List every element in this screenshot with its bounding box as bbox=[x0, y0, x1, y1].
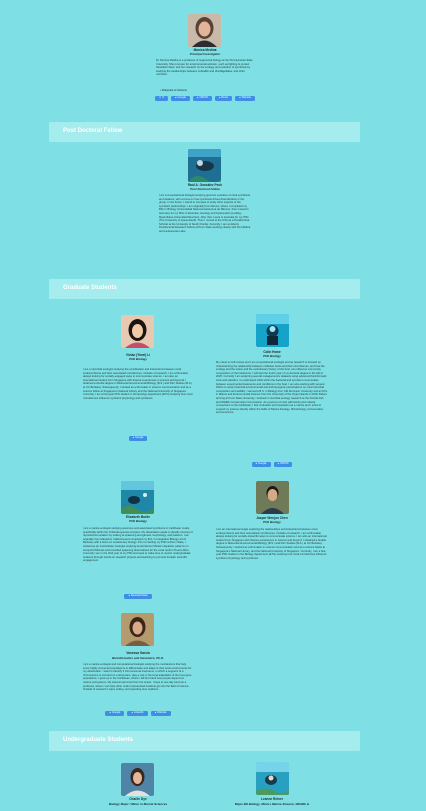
grad-title-colin: PhD Biology bbox=[263, 354, 281, 358]
grad-title-vivian: PhD Biology bbox=[129, 357, 147, 361]
undergrad-title-leanne: Major BS Biology, Minors Marine Science, Wildlife & bbox=[234, 802, 310, 806]
colin-diver-image bbox=[256, 314, 289, 347]
pi-bio: Dr. Monica Medina is a professor of organismal biology at the Pennsylvania State University. She is known for environmental activism, such as fighting to protect Vanadium Reef, and her research on the ecology and evolution of symbiosis by studying the relationships between zebrafish and dinoflagellates, and other microbes. bbox=[156, 59, 253, 77]
grad-title-vanessa: Bioinformatics and Genomics, Ph.D. bbox=[112, 656, 164, 660]
section-header-undergraduate bbox=[49, 731, 360, 751]
grad-bio-elizabeth: I am a marine ecologist studying anemone and associated symbionts in Caribbean corals, specifically within the Orbicella species complex. My dissertation seeks to identify sources of reproductive isolation by looking at spawning and gamete morphology, and patterns. I am originally from Maryland, California and completed my B.A. in Integrative Biology at UC Berkeley with a focus on evolutionary biology. Prior to starting my PhD at Penn State, I worked as an invertebrate zoologist studying Aerial Sensor Mission depletion patterns on Acroporid Micrass and recorded spawning observations for the coral reefs in Puerto Rico. Currently I am in the third year of my PhD and seek to make time to mentor undergraduate students through hands-on research projects and teaching to promote broader scientific engagement. bbox=[83, 527, 193, 563]
vanessa-portrait-image bbox=[121, 613, 154, 646]
section-title-postdoc: Post Doctoral Fellow bbox=[63, 128, 123, 134]
grad-bio-vanessa: I am a marine ecologist and computational biologist studying the mechanisms that help some highly connected populations to differentiate and adapt to their local environments for my dissertation. I want to identify if chromosomal inversions, in which a segment of a chromosome is inverted on a dimension, play a role in the local adaptation of the host gene populations. I grew up in the Caribbean, where I felt first hand how people depend on marine ecosystems. My interest stemmed from the ocean. I hope to one day become a professor, where I can help other under-represented students get into the field of science. Outside of research I enjoy writing, and spending time outdoors. bbox=[83, 663, 192, 692]
grad-title-elizabeth: PhD Biology bbox=[129, 519, 147, 523]
researchgate-icon: ● bbox=[128, 594, 130, 598]
google-icon: ● bbox=[174, 96, 177, 100]
grad-name-colin: Colin Howe bbox=[263, 350, 281, 354]
grad-links-elizabeth bbox=[88, 594, 188, 599]
grad-name-elizabeth: Elizabeth Bortle bbox=[125, 515, 151, 519]
researchgate-icon: ● bbox=[218, 96, 221, 100]
section-header-postdoc bbox=[49, 122, 360, 142]
grad-photo-colin bbox=[256, 314, 289, 347]
postdoc-bio: I am a computational biologist studying genomic evolution of coral symbionts and relatives, with a focus on how symbiosis drives diversification in the group. In the future, I intend to compare to study other aspects of the symbiotic partnerships. I am originally from Mexico, where I completed my BSc in Biology (Universidad Nacional Autónoma de México), then moved to Germany for my MSc in Evolution, Ecology and Systematics (Ludwig-Maximilians-Universität München). After that, I went to Australia for my PhD (The University of Queensland). Then I moved to the USA as a Postdoctoral Scholar at the University of South Florida. Currently, I am an Eberly Postdoctoral Research Fellow at Penn State working closely with the Medina and LaJeunesse Labs. bbox=[159, 194, 251, 233]
postdoc-diver-image bbox=[188, 149, 221, 182]
grad-name-jasper: Jasper Wenjun Chen bbox=[256, 516, 288, 520]
pi-photo bbox=[188, 14, 221, 47]
grad-photo-vanessa bbox=[121, 613, 154, 646]
section-title-graduate: Graduate Students bbox=[63, 285, 117, 291]
google-icon: ● bbox=[109, 711, 111, 715]
grad-photo-vivian bbox=[121, 315, 154, 348]
pi-bullet-text[interactable]: Wikipedia & Nobetrel bbox=[161, 89, 187, 92]
elizabeth-researchgate-button[interactable]: ● ResearchGate bbox=[124, 594, 151, 599]
vanessa-google-button[interactable]: ● Google bbox=[105, 711, 124, 716]
google-icon: ● bbox=[132, 436, 135, 440]
grad-bio-colin: My name is Colin Howe and I am computational ecologist and as research is focused on characterizing the relationship between cnidarian hosts and their microbiomes, and how the ecology and the stress and the evolutionary history of the host, can influence community composition of the holobionts. I will start the fourth year of my doctoral degree in the fall of 2025. Currently I am analyzing several metagenomics datasets using advanced bioinformatic tools and statistics, to understand shifts within the bacterial and symbiont communities between experimental treatments and conditions in the host. I am also working with several DNA's to study historical environmental and anthropogenic perturbations on coral microbial composition and stability. I earned a B.S. in Biology from Old Dominion University and an M.S. in Marine and Environmental Science from the University of the Virgin Islands in 2018. Before arriving at Penn State University, I worked in microbial ecology research at the Florida Fish and Wildlife Conservation Commission. As a person of color with family and cultural connections to the Caribbean, I find motivation and inspiration as a marine and I strive to expand my science identity within the fields of Marine Ecology, Microbiology, Conservation, and Genomics. bbox=[216, 361, 328, 415]
grad-bio-vivian: I am a microbial ecologist studying the coordination and interactions between coral endosymbionts and their associated microbiomes. Outside of research, I am a filmmaker always looking for socially-engaged ways to communicate science. I am also an international student from Singapore with diverse experiences in science and beyond. I obtained a double degree in Molecular Environmental Biology (B.S.) and Film Studies (B.A.) at UC Berkeley. Subsequently, I worked as a filmmaker in science communication and as a science fellow at Singapore's National Library and the National University of Singapore. Currently, I am a first-year PhD student in the Ecology department (ETG) studying how coral microbiomes influence symbiont physiology and symbiosis. bbox=[83, 368, 193, 400]
postdoc-title: Post Doctoral Fellow bbox=[190, 187, 220, 191]
colin-orcid-button[interactable]: ● ORCID bbox=[274, 462, 293, 467]
grad-photo-elizabeth bbox=[121, 481, 154, 514]
charlie-portrait-image bbox=[121, 763, 154, 796]
vanessa-linkedin-button[interactable]: ● LinkedIn bbox=[127, 711, 147, 716]
pi-orcid-button[interactable]: ● ORCID bbox=[193, 96, 212, 101]
grad-links-colin bbox=[222, 462, 322, 467]
pi-name: Monica Medina bbox=[193, 48, 217, 52]
pi-x-button[interactable]: ✕ X bbox=[155, 96, 168, 101]
pi-website-button[interactable]: ● Website bbox=[235, 96, 255, 101]
pi-title: Principal Investigator bbox=[189, 52, 221, 56]
bullet-dot-icon: • bbox=[160, 89, 162, 92]
vanessa-website-button[interactable]: ● Website bbox=[151, 711, 171, 716]
postdoc-name: Raúl A. González Pech bbox=[187, 183, 223, 187]
jasper-portrait-image bbox=[256, 481, 289, 514]
vivian-portrait-image bbox=[121, 315, 154, 348]
grad-name-vivian: Vivian (Yiwei) Li bbox=[125, 353, 151, 357]
vivian-google-button[interactable]: ● Google bbox=[129, 436, 148, 441]
pi-google-button[interactable]: ● Google bbox=[171, 96, 190, 101]
orcid-icon: ● bbox=[277, 462, 280, 466]
postdoc-photo bbox=[188, 149, 221, 182]
pi-researchgate-button[interactable]: ● ResG bbox=[215, 96, 232, 101]
google-icon: ● bbox=[255, 462, 258, 466]
undergrad-title-charlie: Biology Major / Minor in Marine Sciences bbox=[108, 802, 168, 806]
pi-bullet bbox=[160, 89, 187, 93]
pi-portrait-image bbox=[188, 14, 221, 47]
x-icon: ✕ bbox=[159, 96, 162, 100]
elizabeth-diver-image bbox=[121, 481, 154, 514]
orcid-icon: ● bbox=[196, 96, 199, 100]
undergrad-name-charlie: Charlie Dye bbox=[129, 797, 147, 801]
pi-links bbox=[155, 96, 255, 101]
undergrad-photo-charlie bbox=[121, 763, 154, 796]
leanne-diver-image bbox=[256, 762, 289, 795]
section-header-graduate bbox=[49, 279, 360, 299]
globe-icon: ● bbox=[154, 711, 157, 715]
undergrad-photo-leanne bbox=[256, 762, 289, 795]
globe-icon: ● bbox=[239, 96, 241, 100]
colin-google-button[interactable]: ● Google bbox=[252, 462, 271, 467]
undergrad-name-leanne: Leanne Reiner bbox=[261, 797, 283, 801]
grad-links-vanessa bbox=[88, 711, 188, 716]
grad-photo-jasper bbox=[256, 481, 289, 514]
section-title-undergraduate: Undergraduate Students bbox=[63, 737, 134, 743]
linkedin-icon: ● bbox=[131, 711, 133, 715]
grad-name-vanessa: Vanessa Garcia bbox=[126, 651, 150, 655]
grad-title-jasper: PhD Biology bbox=[263, 520, 281, 524]
grad-links-vivian bbox=[88, 436, 188, 441]
grad-bio-jasper: I am an international single exploring the relationships and interactions between coral endosymbionts and their associated microbiomes. Outside of research, I am a filmmaker always looking for socially-impactful ways to communicate science. I am also an international student from Singapore with diverse experiences in science and beyond. I obtained a double degree in Molecular Environmental Biology (B.S.) and Film Studies (B.A.) at UC Berkeley. Subsequently, I worked as a filmmaker in science communication and as a science fellow at Singapore's National Library, and the National University of Singapore. Currently, I am a first-year PhD student in the Biology department (ETG) studying how coral microbiomes influence symbiont physiology and symbiosis. bbox=[216, 528, 327, 560]
